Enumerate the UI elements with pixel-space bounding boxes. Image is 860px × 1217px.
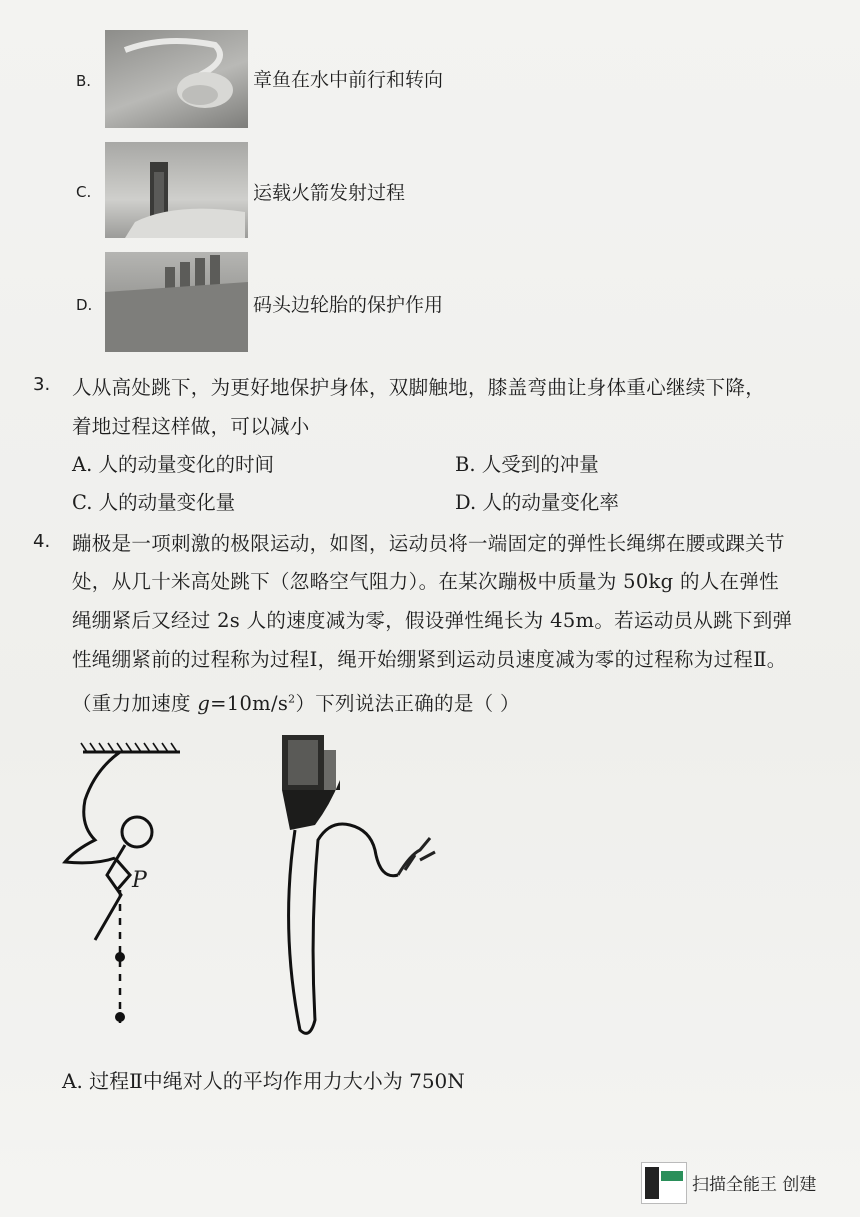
question-3-number: 3. — [33, 374, 51, 395]
option-c-letter: C. — [76, 183, 92, 201]
question-3-choice-c: C. 人的动量变化量 — [72, 491, 236, 514]
question-4-choice-a: A. 过程Ⅱ中绳对人的平均作用力大小为 750N — [62, 1069, 465, 1093]
figure-label-p: P — [132, 868, 147, 893]
bungee-jump-photo — [270, 730, 460, 1040]
question-3-choice-a: A. 人的动量变化的时间 — [72, 453, 274, 476]
option-b-letter: B. — [76, 72, 92, 90]
footer-watermark-text: 扫描全能王 创建 — [692, 1175, 817, 1195]
rocket-launch-photo — [105, 142, 248, 238]
question-3-line-1: 人从高处跳下，为更好地保护身体，双脚触地，膝盖弯曲让身体重心继续下降， — [72, 376, 766, 399]
question-4-line-2: 处，从几十米高处跳下（忽略空气阻力）。在某次蹦极中质量为 50kg 的人在弹性 — [72, 570, 779, 593]
option-b-text: 章鱼在水中前行和转向 — [253, 69, 444, 91]
option-c-text: 运载火箭发射过程 — [253, 182, 406, 204]
question-4-number: 4. — [33, 531, 51, 552]
option-d-text: 码头边轮胎的保护作用 — [253, 294, 444, 316]
option-d-letter: D. — [76, 296, 93, 314]
question-4-line-3: 绳绷紧后又经过 2s 人的速度减为零，假设弹性绳长为 45m。若运动员从跳下到弹 — [72, 609, 793, 632]
question-3-choice-b: B. 人受到的冲量 — [455, 453, 599, 476]
octopus-photo — [105, 30, 248, 128]
question-3-choice-d: D. 人的动量变化率 — [455, 491, 619, 514]
question-3-line-2: 着地过程这样做，可以减小 — [72, 415, 310, 438]
camscanner-logo — [641, 1162, 687, 1204]
question-4-line-5: （重力加速度 $g=10m/s^2$）下列说法正确的是（ ） — [72, 692, 520, 715]
dock-tires-photo — [105, 252, 248, 352]
question-4-line-4: 性绳绷紧前的过程称为过程Ⅰ，绳开始绷紧到运动员速度减为零的过程称为过程Ⅱ。 — [72, 648, 787, 671]
question-4-line-1: 蹦极是一项刺激的极限运动，如图，运动员将一端固定的弹性长绳绑在腰或踝关节 — [72, 532, 785, 555]
bungee-schematic-figure — [55, 740, 195, 1040]
